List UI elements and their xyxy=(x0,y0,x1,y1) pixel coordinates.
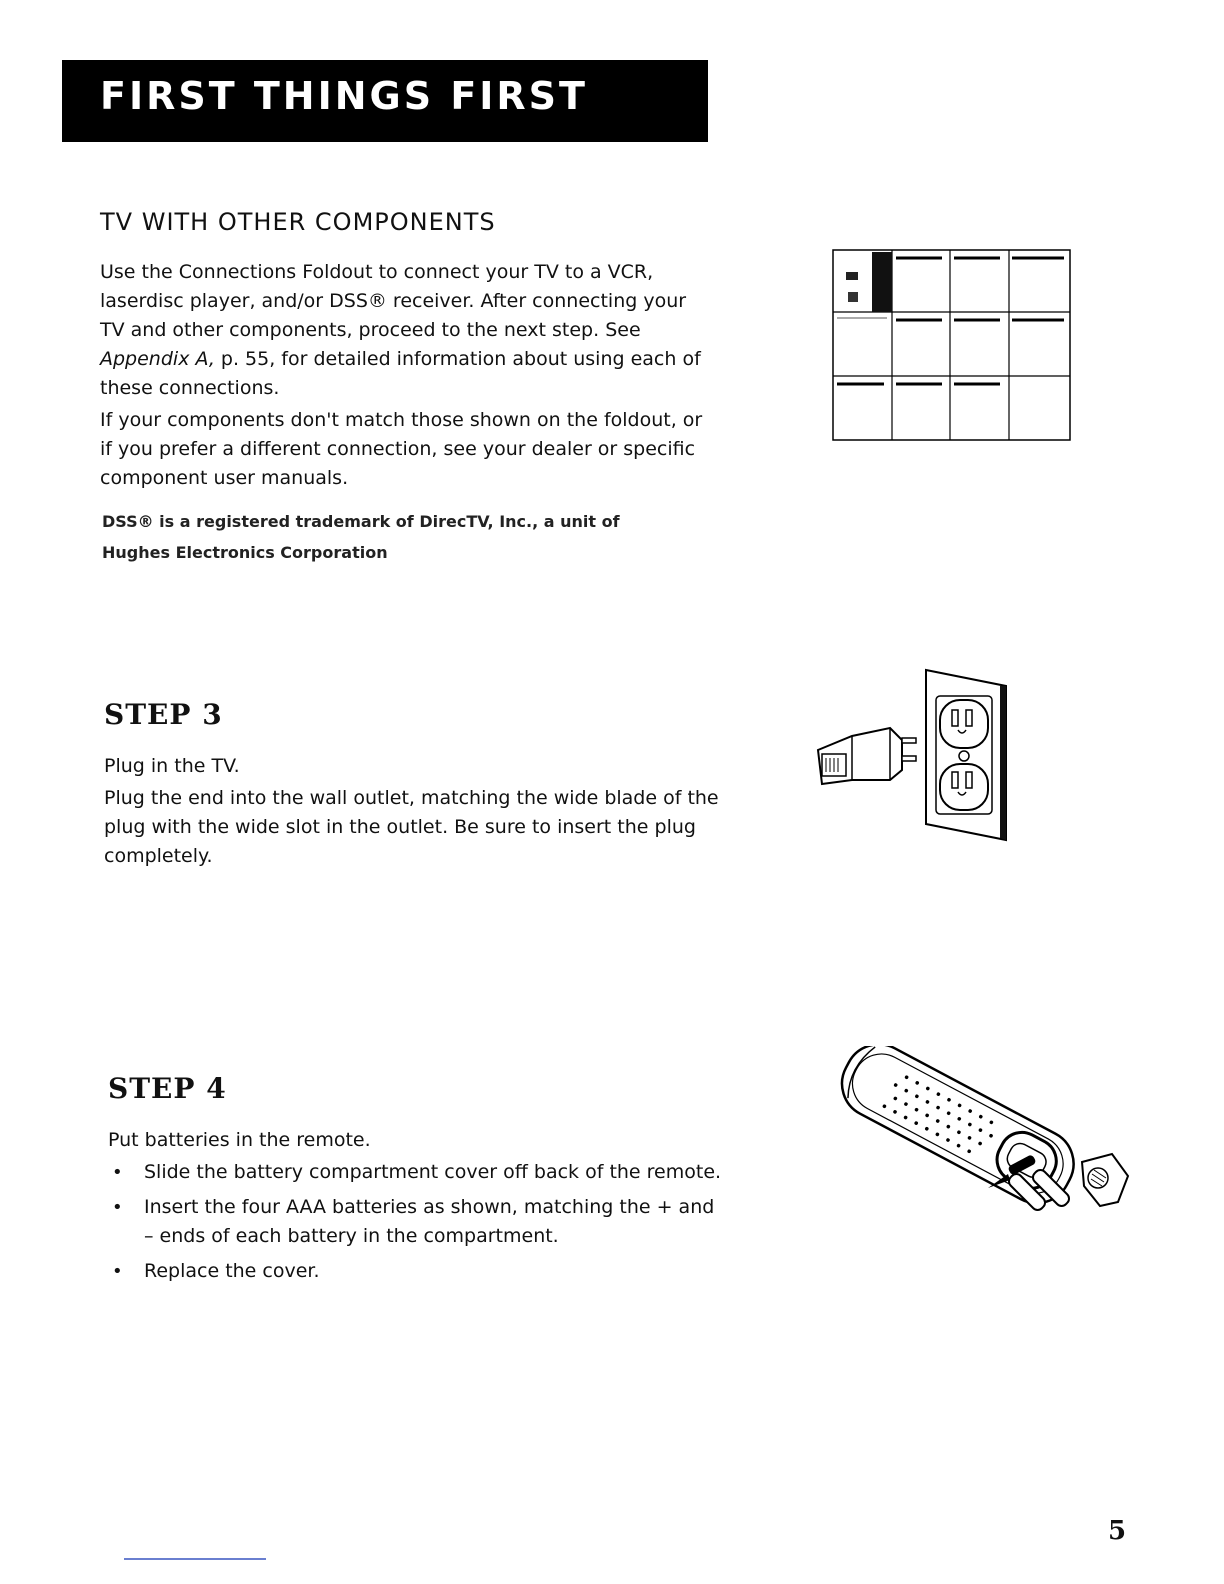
components-paragraph-1-end: p. 55, for detailed information about using each of these connections. xyxy=(100,348,701,399)
page-number: 5 xyxy=(1108,1516,1127,1546)
step-4-bullet-list xyxy=(108,1158,728,1292)
components-paragraph-2: If your components don't match those shown on the foldout, or if you prefer a different connection, see your dealer or specific component user manuals. xyxy=(100,409,703,489)
page-title: FIRST THINGS FIRST xyxy=(100,74,588,118)
step-4-intro: Put batteries in the remote. xyxy=(108,1129,371,1151)
components-paragraph-1-start: Use the Connections Foldout to connect your TV to a VCR, laserdisc player, and/or DSS® receiver. After connecting your TV and other components, proceed to the next step. See xyxy=(100,261,687,341)
components-paragraph-1 xyxy=(100,258,710,403)
section-heading-components: TV WITH OTHER COMPONENTS xyxy=(100,208,496,236)
trademark-note: DSS® is a registered trademark of DirecTV, Inc., a unit of Hughes Electronics Corporation xyxy=(102,512,620,562)
foldout-grid-icon xyxy=(832,248,1072,442)
page-banner xyxy=(62,60,708,142)
list-item: • Slide the battery compartment cover off back of the remote. xyxy=(108,1158,728,1187)
list-item: • Replace the cover. xyxy=(108,1257,728,1286)
step-3-intro: Plug in the TV. xyxy=(104,755,240,777)
footer-divider xyxy=(124,1558,266,1560)
appendix-reference: Appendix A, xyxy=(100,348,215,370)
step-4-title: STEP 4 xyxy=(108,1072,227,1105)
remote-batteries-icon xyxy=(812,1046,1130,1246)
step-3-detail: Plug the end into the wall outlet, matching the wide blade of the plug with the wide slot in the outlet. Be sure to insert the plug completely. xyxy=(104,787,719,867)
wall-outlet-plug-icon xyxy=(812,666,1012,844)
list-item: • Insert the four AAA batteries as shown, matching the + and – ends of each battery in the compartment. xyxy=(108,1193,728,1251)
step-3-title: STEP 3 xyxy=(104,698,223,731)
